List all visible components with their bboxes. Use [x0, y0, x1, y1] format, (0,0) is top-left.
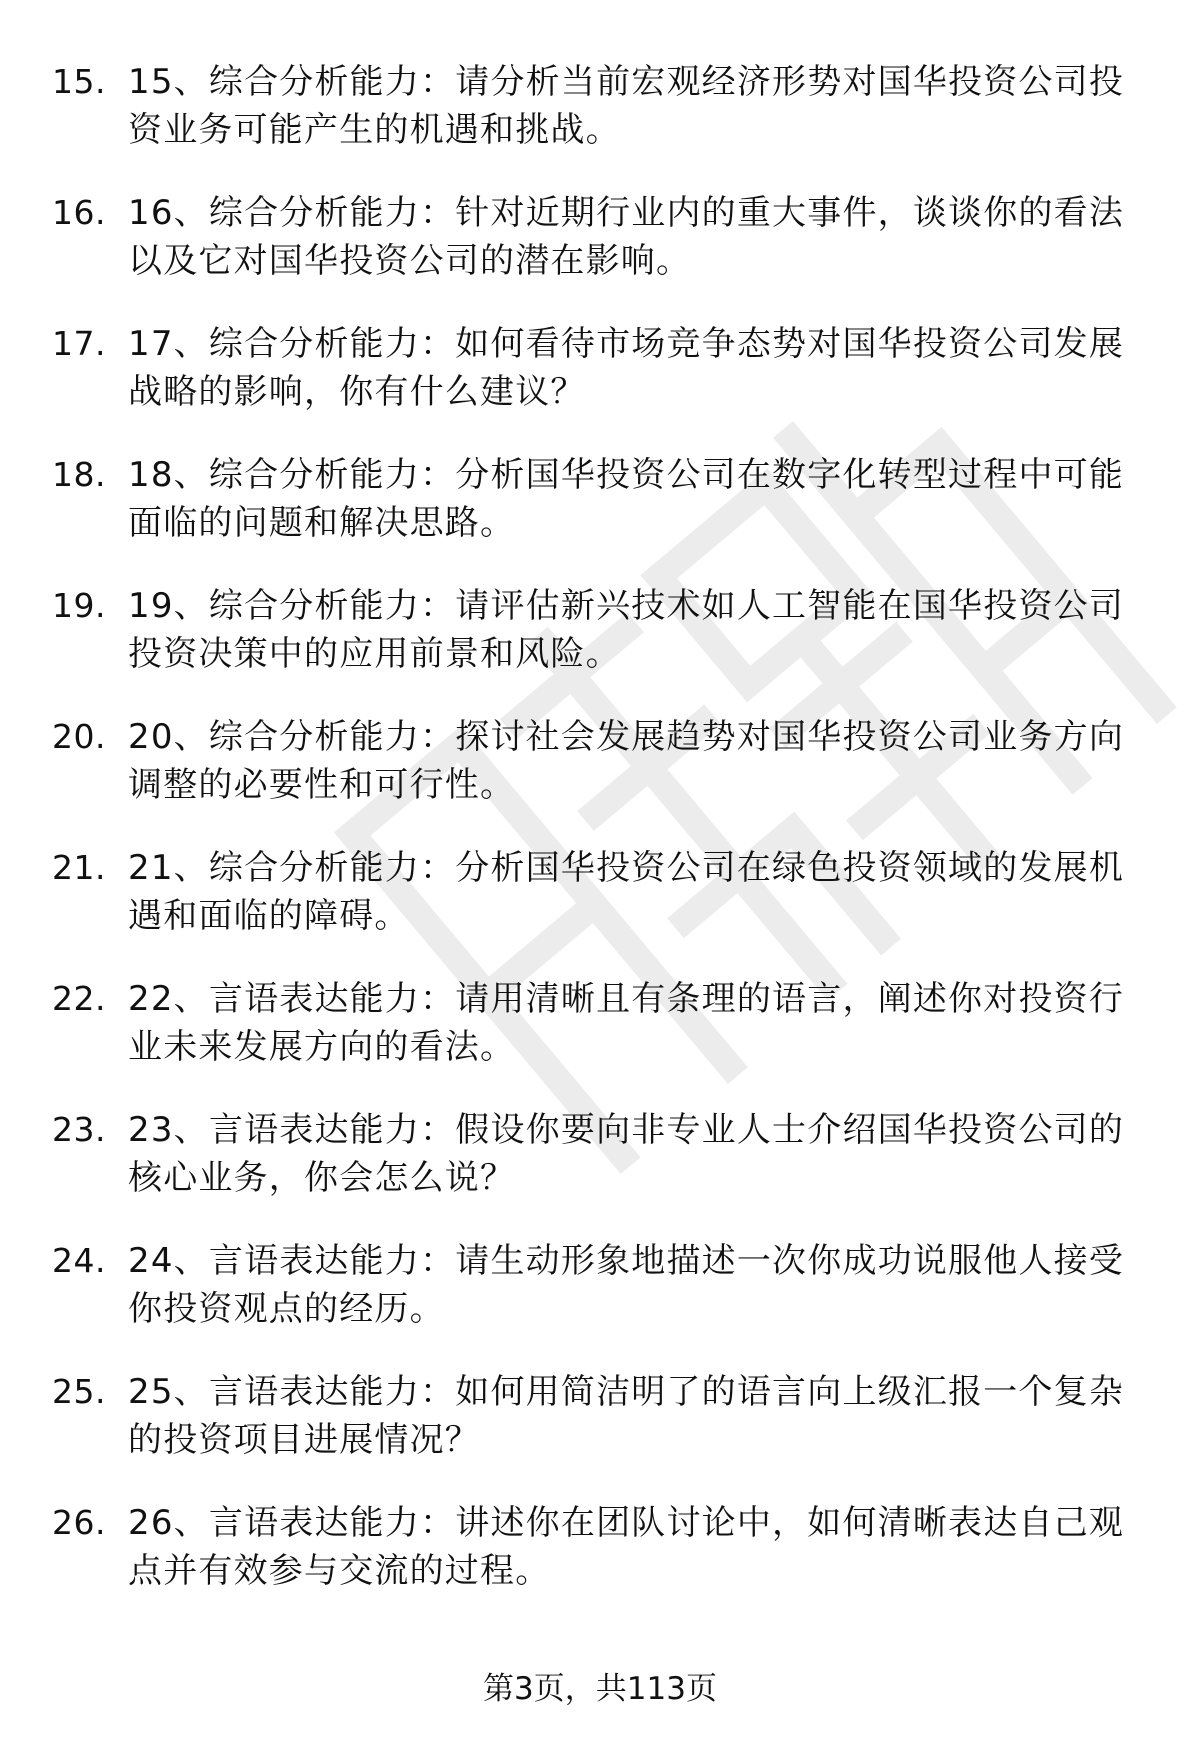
question-text: 19、综合分析能力：请评估新兴技术如人工智能在国华投资公司投资决策中的应用前景和风险。: [128, 586, 1125, 674]
question-number: 26.: [52, 1503, 106, 1542]
question-text: 20、综合分析能力：探讨社会发展趋势对国华投资公司业务方向调整的必要性和可行性。: [128, 717, 1125, 805]
page-footer: 第3页，共113页: [483, 1671, 717, 1707]
question-number: 15.: [52, 62, 106, 101]
question-text: 25、言语表达能力：如何用简洁明了的语言向上级汇报一个复杂的投资项目进展情况？: [128, 1372, 1125, 1460]
list-item: [0, 58, 1200, 189]
question-text: 16、综合分析能力：针对近期行业内的重大事件，谈谈你的看法以及它对国华投资公司的潜在影响。: [128, 193, 1125, 281]
list-item: [0, 1106, 1200, 1237]
list-item: [0, 975, 1200, 1106]
question-number: 19.: [52, 586, 106, 625]
question-list: [0, 58, 1200, 1630]
question-text: 15、综合分析能力：请分析当前宏观经济形势对国华投资公司投资业务可能产生的机遇和挑战。: [128, 62, 1125, 150]
question-number: 25.: [52, 1372, 106, 1411]
list-item: [0, 1237, 1200, 1368]
question-text: 26、言语表达能力：讲述你在团队讨论中，如何清晰表达自己观点并有效参与交流的过程。: [128, 1503, 1125, 1591]
question-number: 24.: [52, 1241, 106, 1280]
question-text: 18、综合分析能力：分析国华投资公司在数字化转型过程中可能面临的问题和解决思路。: [128, 455, 1125, 543]
list-item: [0, 451, 1200, 582]
question-text: 22、言语表达能力：请用清晰且有条理的语言，阐述你对投资行业未来发展方向的看法。: [128, 979, 1125, 1067]
question-number: 20.: [52, 717, 106, 756]
question-text: 23、言语表达能力：假设你要向非专业人士介绍国华投资公司的核心业务，你会怎么说？: [128, 1110, 1125, 1198]
question-text: 17、综合分析能力：如何看待市场竞争态势对国华投资公司发展战略的影响，你有什么建议？: [128, 324, 1125, 412]
list-item: [0, 713, 1200, 844]
question-number: 16.: [52, 193, 106, 232]
list-item: [0, 1368, 1200, 1499]
list-item: [0, 320, 1200, 451]
question-number: 17.: [52, 324, 106, 363]
list-item: [0, 582, 1200, 713]
question-text: 24、言语表达能力：请生动形象地描述一次你成功说服他人接受你投资观点的经历。: [128, 1241, 1125, 1329]
question-number: 23.: [52, 1110, 106, 1149]
list-item: [0, 1499, 1200, 1630]
list-item: [0, 844, 1200, 975]
question-number: 22.: [52, 979, 106, 1018]
question-number: 18.: [52, 455, 106, 494]
question-text: 21、综合分析能力：分析国华投资公司在绿色投资领域的发展机遇和面临的障碍。: [128, 848, 1125, 936]
question-number: 21.: [52, 848, 106, 887]
list-item: [0, 189, 1200, 320]
